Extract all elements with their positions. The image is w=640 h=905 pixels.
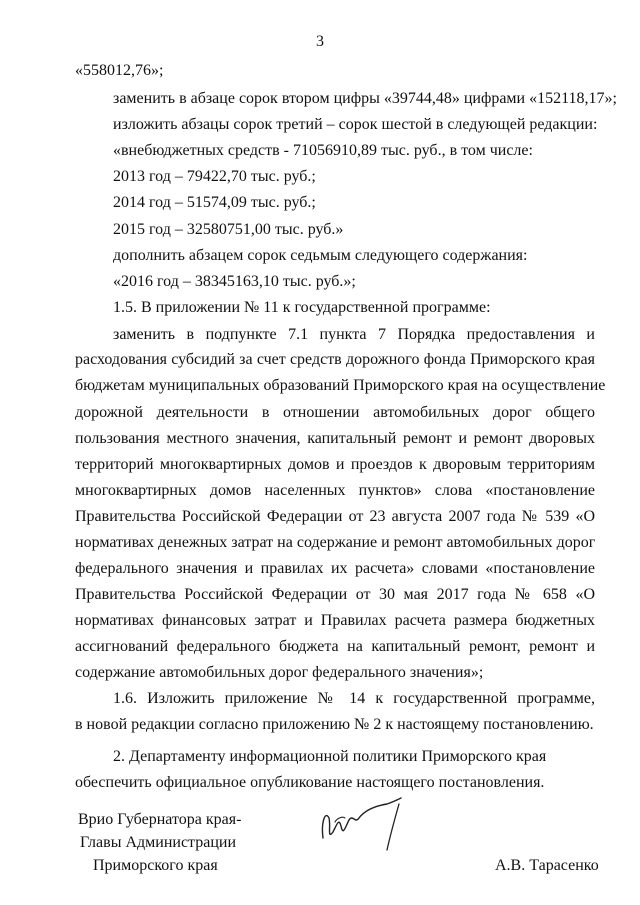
text-line: дорожной деятельности в отношении автомобильных дорог общего bbox=[75, 404, 595, 421]
page-number: 3 bbox=[316, 33, 324, 50]
text-line: многоквартирных домов населенных пунктов» слова «постановление bbox=[75, 482, 595, 499]
text-line: ассигнований федерального бюджета на капитальный ремонт, ремонт и bbox=[75, 638, 595, 655]
text-line: «внебюджетных средств - 71056910,89 тыс. руб., в том числе: bbox=[113, 142, 533, 159]
text-line: в новой редакции согласно приложению № 2 к настоящему постановлению. bbox=[75, 716, 594, 733]
signature-title-line-3: Приморского края bbox=[93, 857, 218, 874]
signature-title-line-1: Врио Губернатора края- bbox=[78, 811, 242, 828]
text-line: дополнить абзацем сорок седьмым следующего содержания: bbox=[113, 247, 528, 264]
text-line: 2015 год – 32580751,00 тыс. руб.» bbox=[113, 221, 344, 238]
text-line: пользования местного значения, капитальный ремонт и ремонт дворовых bbox=[75, 430, 595, 447]
handwritten-signature bbox=[315, 788, 415, 858]
text-line: обеспечить официальное опубликование настоящего постановления. bbox=[75, 774, 545, 791]
text-line: нормативах денежных затрат на содержание и ремонт автомобильных дорог bbox=[75, 534, 596, 551]
text-line: содержание автомобильных дорог федерального значения»; bbox=[75, 664, 484, 681]
text-line: «558012,76»; bbox=[75, 62, 164, 79]
text-line: 2. Департаменту информационной политики Приморского края bbox=[113, 748, 547, 765]
text-line: 1.5. В приложении № 11 к государственной программе: bbox=[113, 299, 491, 316]
text-line: Правительства Российской Федерации от 23 августа 2007 года № 539 «О bbox=[75, 508, 595, 525]
text-line: заменить в подпункте 7.1 пункта 7 Порядка предоставления и bbox=[113, 326, 595, 343]
text-line: территорий многоквартирных домов и проездов к дворовым территориям bbox=[75, 456, 595, 473]
text-line: федерального значения и правилах их расчета» словами «постановление bbox=[75, 560, 595, 577]
text-line: нормативах финансовых затрат и Правилах расчета размера бюджетных bbox=[75, 612, 595, 629]
text-line: 2013 год – 79422,70 тыс. руб.; bbox=[113, 168, 316, 185]
text-line: 1.6. Изложить приложение № 14 к государственной программе, bbox=[113, 690, 595, 707]
text-line: 2014 год – 51574,09 тыс. руб.; bbox=[113, 194, 316, 211]
text-line: заменить в абзаце сорок втором цифры «39744,48» цифрами «152118,17»; bbox=[113, 90, 617, 107]
signatory-name: А.В. Тарасенко bbox=[495, 857, 599, 874]
text-line: изложить абзацы сорок третий – сорок шестой в следующей редакции: bbox=[113, 116, 598, 133]
text-line: Правительства Российской Федерации от 30 мая 2017 года № 658 «О bbox=[75, 586, 595, 603]
signature-title-line-2: Главы Администрации bbox=[80, 834, 237, 851]
text-line: расходования субсидий за счет средств дорожного фонда Приморского края bbox=[75, 351, 595, 368]
text-line: «2016 год – 38345163,10 тыс. руб.»; bbox=[113, 273, 356, 290]
text-line: бюджетам муниципальных образований Приморского края на осуществление bbox=[75, 377, 606, 394]
